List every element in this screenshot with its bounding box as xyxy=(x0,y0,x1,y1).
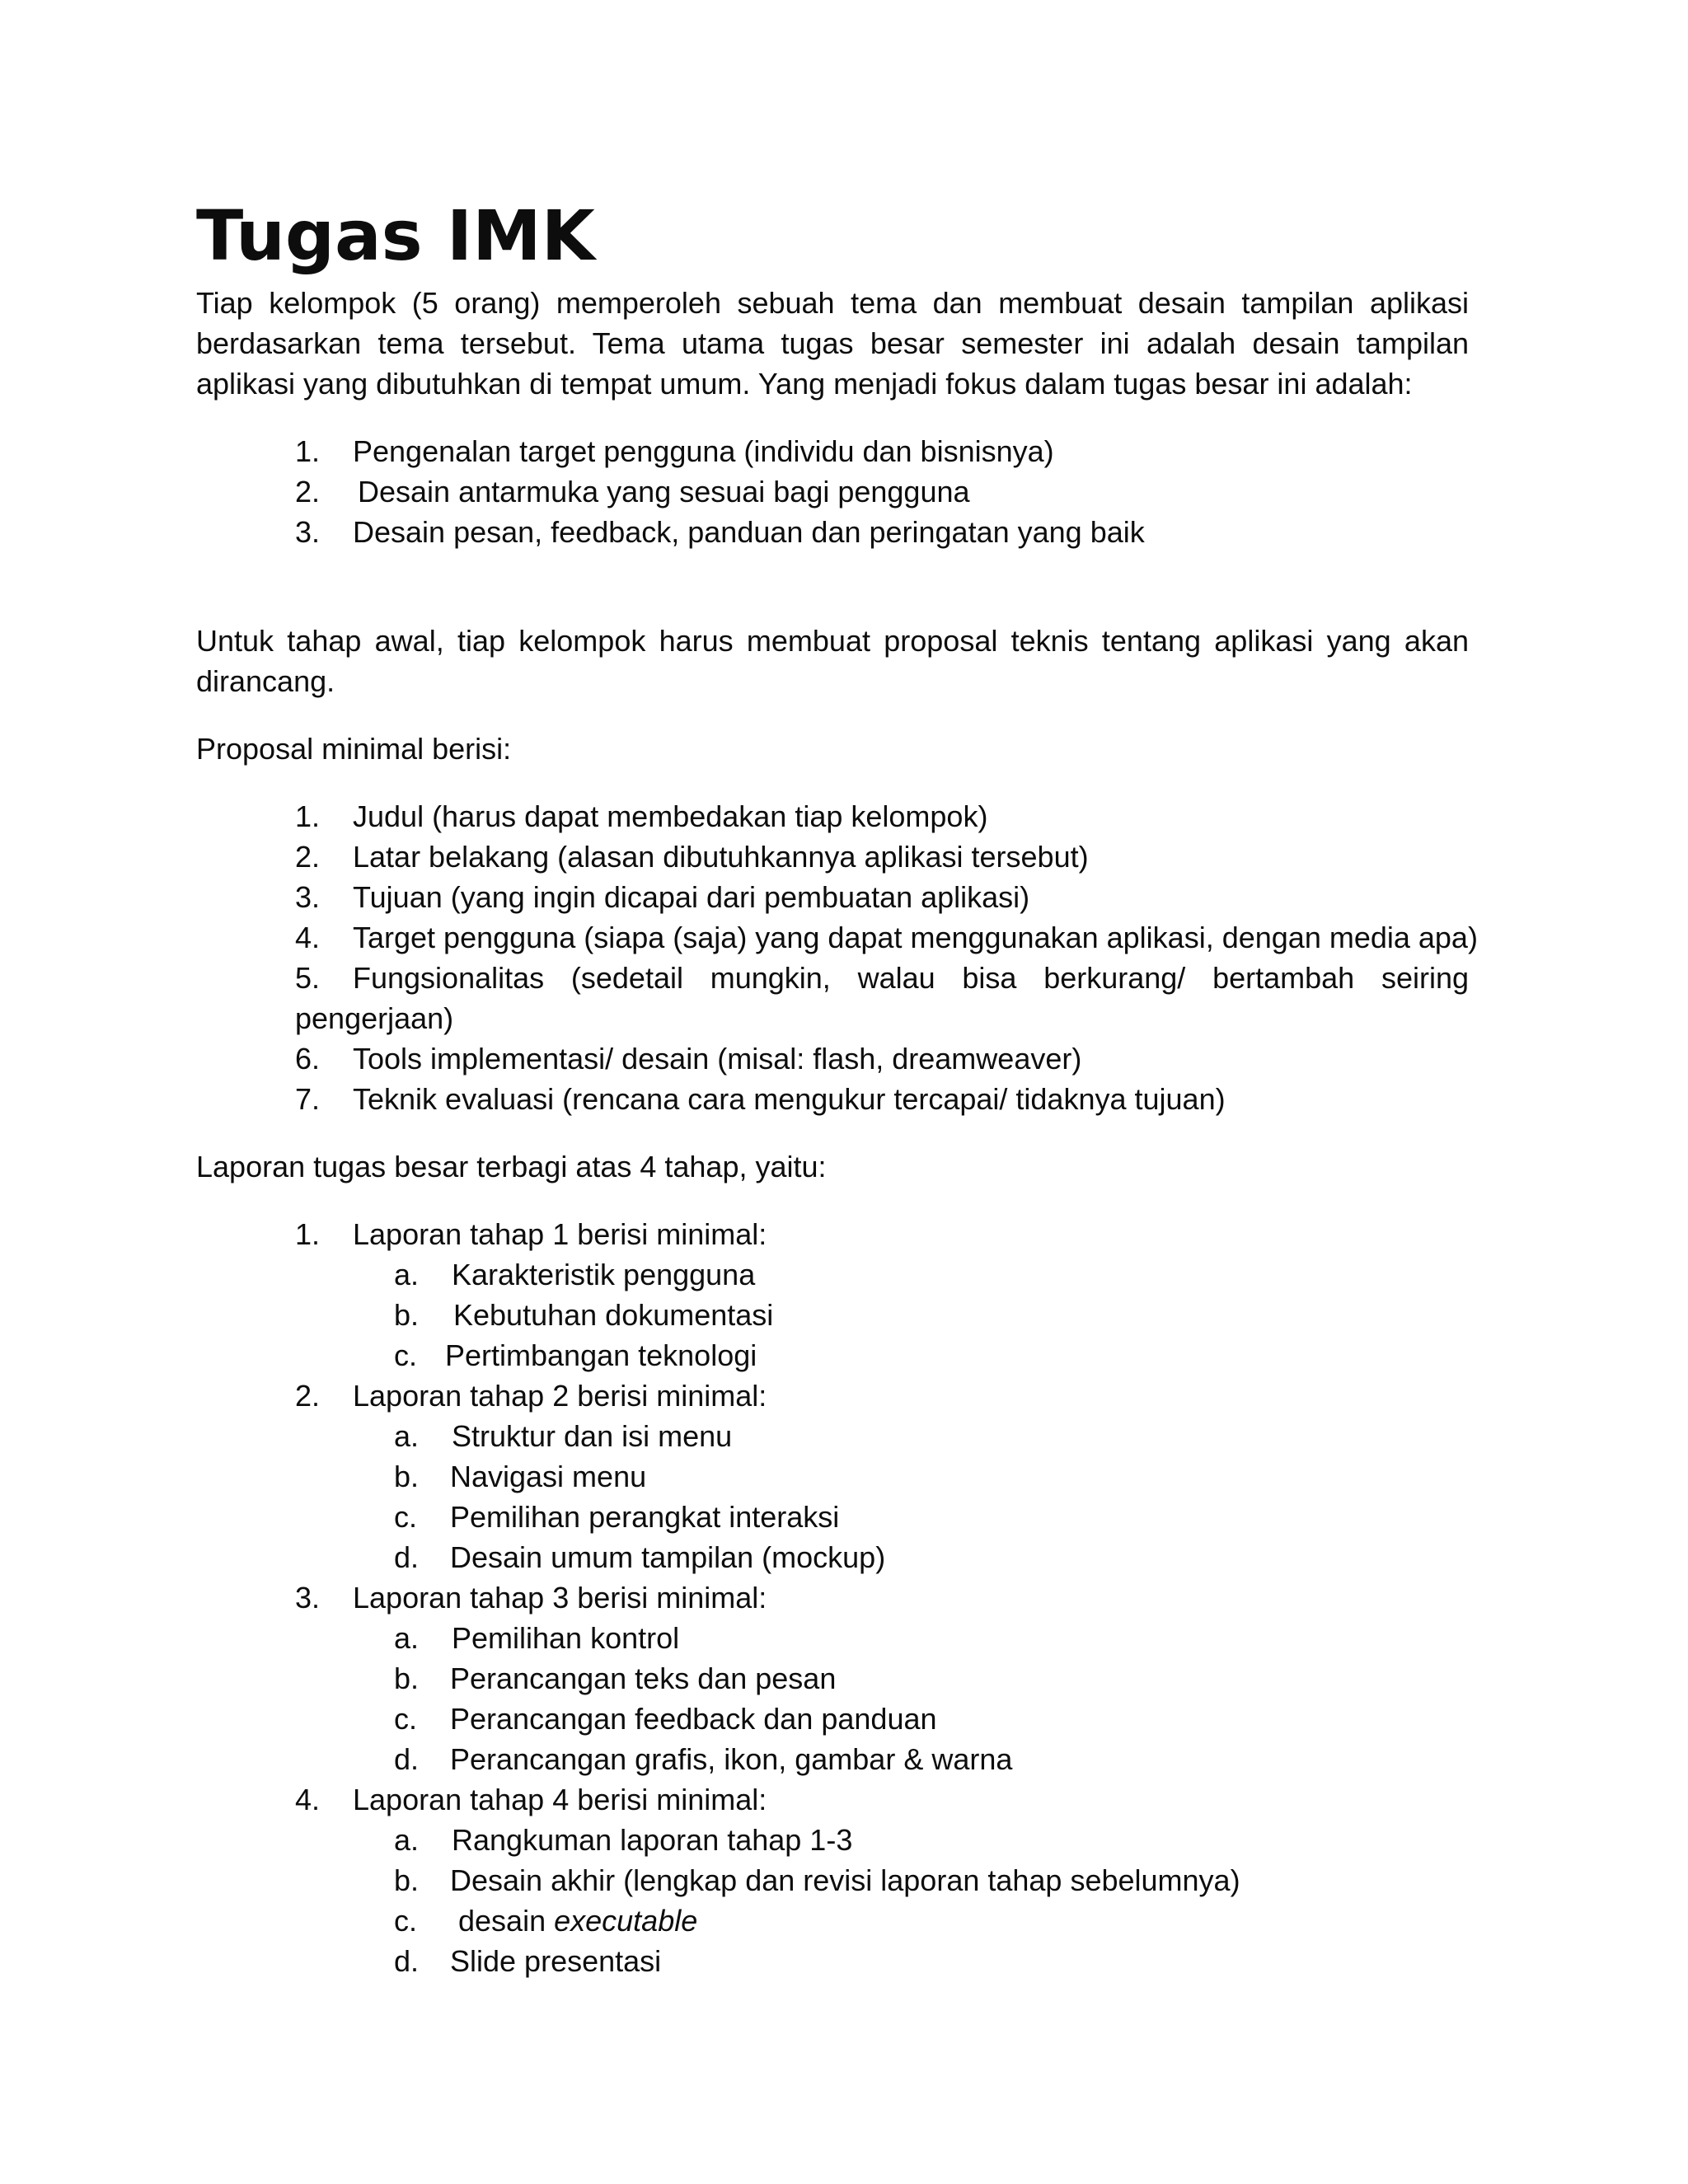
sub-text: Perancangan grafis, ikon, gambar & warna xyxy=(450,1742,1013,1776)
sub-letter: a. xyxy=(394,1823,420,1857)
list-text: Latar belakang (alasan dibutuhkannya aplikasi tersebut) xyxy=(353,840,1089,874)
sub-letter: c. xyxy=(394,1500,418,1534)
sub-text: Rangkuman laporan tahap 1-3 xyxy=(452,1823,853,1857)
list-text: Judul (harus dapat membedakan tiap kelompok) xyxy=(353,799,988,833)
sub-letter: b. xyxy=(394,1661,420,1695)
list-number: 2. xyxy=(295,1379,321,1413)
sub-letter: d. xyxy=(394,1944,420,1978)
list-item-continuation: pengerjaan) xyxy=(295,1001,454,1035)
list-number: 6. xyxy=(295,1042,321,1076)
sub-text: Karakteristik pengguna xyxy=(452,1258,756,1291)
list-text: Teknik evaluasi (rencana cara mengukur tercapai/ tidaknya tujuan) xyxy=(353,1082,1226,1116)
list-number: 4. xyxy=(295,1783,321,1816)
intro-line-1: Tiap kelompok (5 orang) memperoleh sebuah tema dan membuat desain tampilan aplikasi xyxy=(196,286,1469,320)
sub-letter: a. xyxy=(394,1621,420,1655)
intro-line-3: aplikasi yang dibutuhkan di tempat umum. Yang menjadi fokus dalam tugas besar ini adalah: xyxy=(196,367,1413,401)
list-number: 2. xyxy=(295,475,321,509)
document-title: Tugas IMK xyxy=(196,195,595,276)
sub-text xyxy=(458,1900,697,1941)
sub-text: Struktur dan isi menu xyxy=(452,1419,733,1453)
list-text: Pengenalan target pengguna (individu dan bisnisnya) xyxy=(353,434,1054,468)
sub-letter: c. xyxy=(394,1702,418,1736)
list-number: 4. xyxy=(295,921,321,954)
list-text: Laporan tahap 4 berisi minimal: xyxy=(353,1783,767,1816)
sub-letter: b. xyxy=(394,1863,420,1897)
sub-text: Slide presentasi xyxy=(450,1944,662,1978)
early-stage-line-1: Untuk tahap awal, tiap kelompok harus membuat proposal teknis tentang aplikasi yang akan xyxy=(196,624,1469,658)
sub-text: Pemilihan kontrol xyxy=(452,1621,680,1655)
sub-text: Perancangan feedback dan panduan xyxy=(450,1702,937,1736)
sub-text-italic: executable xyxy=(554,1904,698,1938)
list-number: 1. xyxy=(295,434,321,468)
sub-text: Desain akhir (lengkap dan revisi laporan tahap sebelumnya) xyxy=(450,1863,1240,1897)
sub-text: Kebutuhan dokumentasi xyxy=(453,1298,774,1332)
list-text: Laporan tahap 1 berisi minimal: xyxy=(353,1217,767,1251)
sub-text: Perancangan teks dan pesan xyxy=(450,1661,837,1695)
list-text: Tools implementasi/ desain (misal: flash, dreamweaver) xyxy=(353,1042,1082,1076)
list-text: Target pengguna (siapa (saja) yang dapat menggunakan aplikasi, dengan media apa) xyxy=(353,921,1478,954)
list-number: 3. xyxy=(295,515,321,549)
sub-text-plain: desain xyxy=(458,1904,546,1938)
list-text: Tujuan (yang ingin dicapai dari pembuatan aplikasi) xyxy=(353,880,1030,914)
sub-letter: d. xyxy=(394,1540,420,1574)
intro-line-2: berdasarkan tema tersebut. Tema utama tugas besar semester ini adalah desain tampilan xyxy=(196,326,1469,360)
list-number: 2. xyxy=(295,840,321,874)
sub-letter: d. xyxy=(394,1742,420,1776)
sub-text: Navigasi menu xyxy=(450,1460,647,1493)
sub-text: Pertimbangan teknologi xyxy=(445,1338,757,1372)
list-text: Desain antarmuka yang sesuai bagi pengguna xyxy=(358,475,970,509)
sub-letter: c. xyxy=(394,1904,418,1938)
list-text: Fungsionalitas (sedetail mungkin, walau bisa berkurang/ bertambah seiring xyxy=(353,961,1469,995)
sub-letter: b. xyxy=(394,1460,420,1493)
list-number: 1. xyxy=(295,799,321,833)
list-text: Desain pesan, feedback, panduan dan peringatan yang baik xyxy=(353,515,1145,549)
sub-text: Desain umum tampilan (mockup) xyxy=(450,1540,886,1574)
proposal-heading: Proposal minimal berisi: xyxy=(196,732,512,766)
sub-letter: a. xyxy=(394,1258,420,1291)
list-number: 7. xyxy=(295,1082,321,1116)
sub-letter: c. xyxy=(394,1338,418,1372)
sub-letter: a. xyxy=(394,1419,420,1453)
list-number: 3. xyxy=(295,1581,321,1615)
list-text: Laporan tahap 2 berisi minimal: xyxy=(353,1379,767,1413)
sub-letter: b. xyxy=(394,1298,420,1332)
list-number: 1. xyxy=(295,1217,321,1251)
list-number: 3. xyxy=(295,880,321,914)
report-heading: Laporan tugas besar terbagi atas 4 tahap, yaitu: xyxy=(196,1150,827,1183)
early-stage-line-2: dirancang. xyxy=(196,664,335,698)
list-number: 5. xyxy=(295,961,321,995)
sub-text: Pemilihan perangkat interaksi xyxy=(450,1500,840,1534)
list-text: Laporan tahap 3 berisi minimal: xyxy=(353,1581,767,1615)
